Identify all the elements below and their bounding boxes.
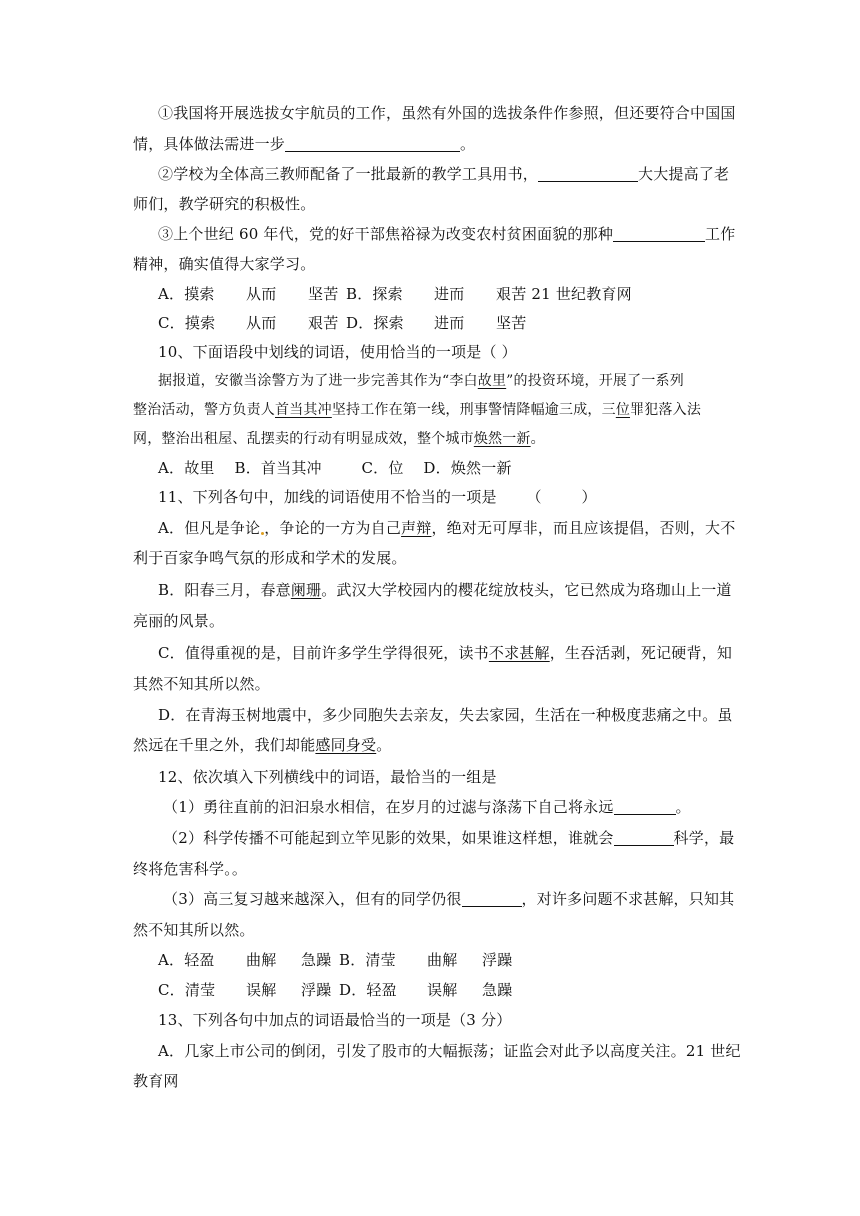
- answer-blank[interactable]: [613, 226, 705, 242]
- q12-options-cd: C．清莹 误解 浮躁 D．轻盈 误解 急躁: [158, 981, 513, 999]
- q12-sentence-3: （3）高三复习越来越深入，但有的同学仍很 ，对许多问题不求甚解，只知其: [163, 890, 735, 908]
- q10-title: 10、下面语段中划线的词语，使用恰当的一项是（ ）: [158, 343, 517, 361]
- q9-options-ab: A．摸索 从而 坚苦 B．探索 进而 艰苦 21 世纪教育网: [158, 285, 632, 303]
- answer-blank[interactable]: [462, 891, 522, 907]
- q11-option-c-cont: 其然不知其所以然。: [133, 675, 270, 693]
- q11-option-c: C．值得重视的是，目前许多学生学得很死，读书不求甚解，生吞活剥，死记硬背，知: [158, 644, 733, 662]
- answer-blank[interactable]: [614, 830, 674, 846]
- q12-sentence-2-cont: 终将危害科学。。: [133, 860, 248, 878]
- q9-sentence-3-cont: 精神，确实值得大家学习。: [133, 255, 316, 273]
- q10-passage-2: 整治活动，警方负责人首当其冲坚持工作在第一线，刑事警情降幅逾三成，三位罪犯落入法: [133, 402, 702, 418]
- q11-option-d-cont: 然远在千里之外，我们却能感同身受。: [133, 736, 392, 754]
- q9-options-cd: C．摸索 从而 艰苦 D．探索 进而 坚苦: [158, 314, 527, 332]
- q13-option-a-cont: 教育网: [133, 1072, 179, 1090]
- answer-blank[interactable]: [538, 166, 638, 182]
- q11-option-d: D．在青海玉树地震中，多少同胞失去亲友，失去家园，生活在一种极度悲痛之中。虽: [158, 706, 733, 724]
- q12-sentence-3-cont: 然不知其所以然。: [133, 921, 255, 939]
- q10-passage-3: 网，整治出租屋、乱摆卖的行动有明显成效，整个城市焕然一新。: [133, 431, 545, 447]
- q12-title: 12、依次填入下列横线中的词语，最恰当的一组是: [158, 768, 497, 786]
- q11-option-a-cont: 利于百家争鸣气氛的形成和学术的发展。: [133, 549, 407, 567]
- q13-option-a: A．几家上市公司的倒闭，引发了股市的大幅振荡；证监会对此予以高度关注。21 世纪: [158, 1042, 741, 1060]
- q12-sentence-1: （1）勇往直前的汩汩泉水相信，在岁月的过滤与涤荡下自己将永远 。: [163, 798, 691, 816]
- q12-sentence-2: （2）科学传播不可能起到立竿见影的效果，如果谁这样想，谁就会 科学，最: [163, 829, 735, 847]
- q11-option-a: A．但凡是争论 ，争论的一方为自己声辩，绝对无可厚非，而且应该提倡，否则，大不: [158, 519, 736, 537]
- q10-options: A．故里 B．首当其冲 C．位 D．焕然一新: [158, 459, 512, 477]
- q9-sentence-2: ②学校为全体高三教师配备了一批最新的教学工具用书， 大大提高了老: [158, 165, 730, 183]
- q9-sentence-1: ①我国将开展选拔女宇航员的工作，虽然有外国的选拔条件作参照，但还要符合中国国: [158, 104, 736, 122]
- q11-option-b: B．阳春三月，春意阑珊。武汉大学校园内的樱花绽放枝头，它已然成为珞珈山上一道: [158, 581, 732, 599]
- q10-passage-1: 据报道，安徽当涂警方为了进一步完善其作为“李白故里”的投资环境，开展了一系列: [158, 373, 684, 389]
- q9-sentence-2-cont: 师们，教学研究的积极性。: [133, 195, 316, 213]
- q9-sentence-1-cont: 情，具体做法需进一步 。: [133, 135, 476, 153]
- q9-sentence-3: ③上个世纪 60 年代，党的好干部焦裕禄为改变农村贫困面貌的那种 工作: [158, 225, 736, 243]
- answer-blank[interactable]: [614, 799, 676, 815]
- q13-title: 13、下列各句中加点的词语最恰当的一项是（3 分）: [158, 1011, 512, 1029]
- answer-blank[interactable]: [285, 136, 460, 152]
- q12-options-ab: A．轻盈 曲解 急躁 B．清莹 曲解 浮躁: [158, 951, 513, 969]
- q11-title: 11、下列各句中，加线的词语使用不恰当的一项是 （ ）: [158, 488, 597, 506]
- q11-option-b-cont: 亮丽的风景。: [133, 612, 225, 630]
